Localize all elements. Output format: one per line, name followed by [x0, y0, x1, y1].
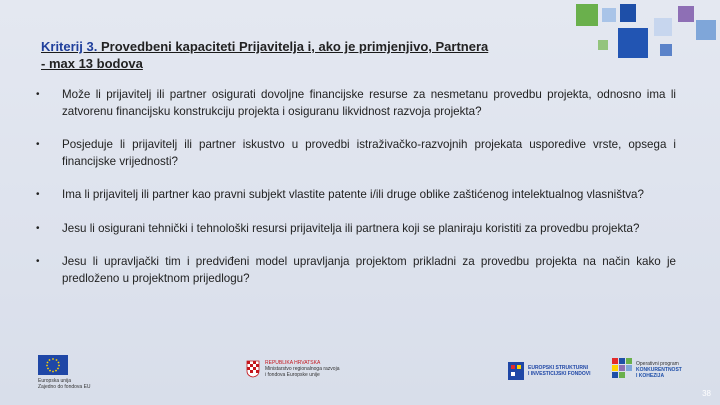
square-blue-large — [618, 28, 648, 58]
list-item-text: Jesu li osigurani tehnički i tehnološki resursi prijavitelja ili partnera koji se planiraju koristiti za provedbu projekta? — [62, 221, 640, 235]
esif-line-1: EUROPSKI STRUKTURNI — [528, 365, 589, 371]
croatian-coat-of-arms-icon — [246, 360, 260, 378]
eu-caption-2: Zajedno do fondova EU — [38, 384, 91, 390]
square-blue — [620, 4, 636, 22]
square-light-blue — [602, 8, 616, 22]
op-logo — [612, 358, 682, 382]
slide-title — [41, 38, 601, 72]
square-purple — [678, 6, 694, 22]
eu-flag-icon — [38, 355, 68, 375]
ministry-line-1: REPUBLIKA HRVATSKA — [265, 360, 321, 366]
eu-logo — [38, 355, 91, 390]
criteria-list — [36, 87, 676, 287]
esif-logo — [508, 362, 591, 380]
criterion-title: Provedbeni kapaciteti Prijavitelja i, ako je primjenjivo, Partnera — [100, 39, 489, 54]
ministry-line-3: i fondova Europske unije — [265, 372, 320, 378]
list-item-text: Posjeduje li prijavitelj ili partner iskustvo u provedbi istraživačko-razvojnih projekata usporedive vrste, opsega i financijske vrijednosti? — [62, 138, 676, 168]
bullet-icon: • — [36, 139, 40, 150]
criterion-label: Kriterij 3. — [41, 39, 98, 54]
esif-line-2: I INVESTICIJSKI FONDOVI — [528, 371, 591, 377]
op-mosaic-icon — [612, 358, 632, 382]
op-line-2: KONKURENTNOST — [636, 367, 682, 373]
square-green — [576, 4, 598, 26]
list-item-text: Može li prijavitelj ili partner osigurati dovoljne financijske resurse za nesmetanu provedbu projekta, odnosno ima li zatvorenu financijsku konstrukciju projekta i osiguranu likvidnost razvoja projekta? — [62, 88, 676, 118]
ministry-logo — [246, 360, 339, 378]
list-item-text: Ima li prijavitelj ili partner kao pravni subjekt vlastite patente i/ili druge oblike zaštićenog intelektualnog vlasništva? — [62, 188, 644, 201]
list-item — [36, 187, 676, 204]
square-pale — [654, 18, 672, 36]
bullet-icon: • — [36, 89, 40, 100]
list-item — [36, 254, 676, 287]
eu-caption-1: Europska unija — [38, 378, 72, 384]
bullet-icon: • — [36, 222, 40, 234]
ministry-line-2: Ministarstvo regionalnoga razvoja — [265, 366, 340, 372]
list-item — [36, 87, 676, 120]
list-item-text: Jesu li upravljački tim i predviđeni model upravljanja projektom prikladni za provedbu projekta na način kako je predloženo u projektnom prijedlogu? — [62, 255, 676, 285]
op-line-3: I KOHEZIJA — [636, 373, 665, 379]
footer-logos — [0, 350, 720, 405]
square-mid-blue — [696, 20, 716, 40]
square-small-blue — [660, 44, 672, 56]
bullet-icon: • — [36, 189, 40, 200]
list-item — [36, 221, 676, 238]
criterion-points: - max 13 bodova — [41, 56, 143, 71]
bullet-icon: • — [36, 256, 40, 267]
list-item — [36, 137, 676, 170]
page-number: 38 — [702, 389, 711, 398]
op-line-1: Operativni program — [636, 361, 679, 367]
esif-flag-icon — [508, 362, 524, 380]
